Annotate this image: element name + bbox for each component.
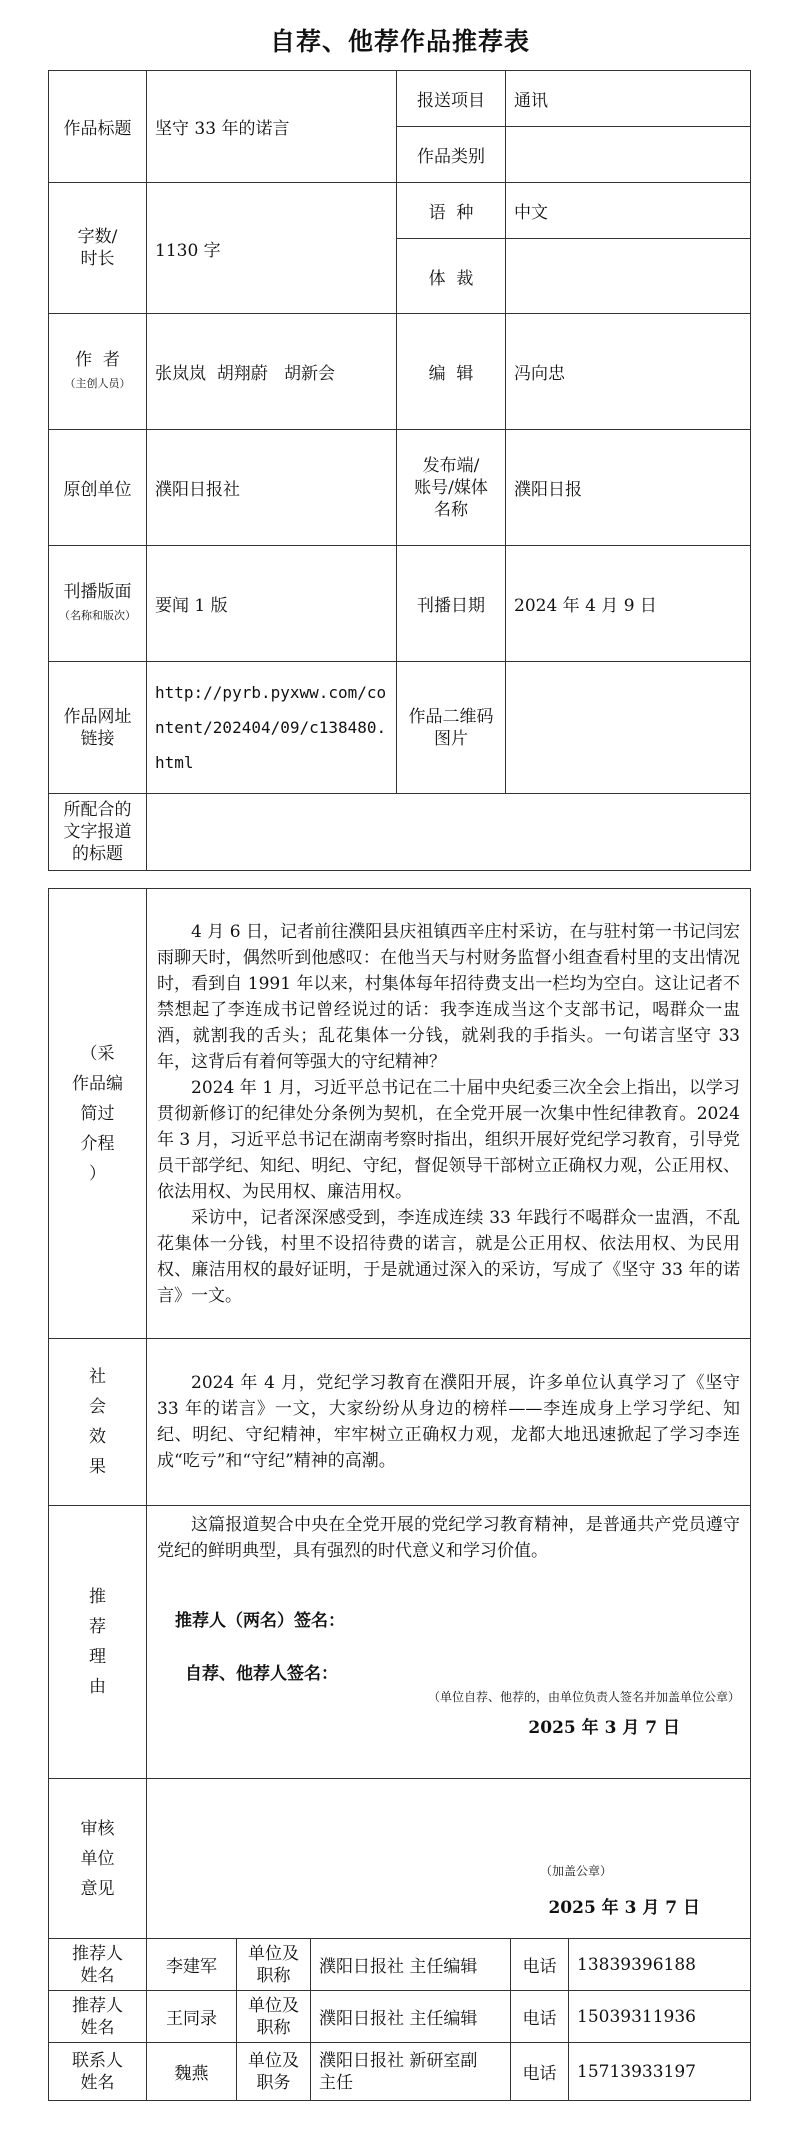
stamp-note: （加盖公章） [540,1864,613,1878]
work-category-label: 作品类别 [397,127,506,183]
contact-unit: 濮阳日报社 新研室副 主任 [311,2043,511,2101]
seal-note: （单位自荐、他荐的，由单位负责人签名并加盖单位公章） [427,1690,740,1704]
intro-paragraph-1: 4 月 6 日，记者前往濮阳县庆祖镇西辛庄村采访，在与驻村第一书记闫宏雨聊天时，偶然听到他感叹：在他当天与村财务监督小组查看村里的支出情况时，看到自 1991 年以来，村集体每年招待费支出一栏均为空白。这让记者不禁想起了李连成书记曾经说过的话：我李连成当这个支部书记，喝群众一盅酒，就割我的舌头；乱花集体一分钱，就剁我的手指头。一句诺言坚守 33 年，这背后有着何等强大的守纪精神？ [157,921,740,1072]
review-content [147,1779,751,1939]
contact-name: 魏燕 [147,2043,237,2101]
word-count-value: 1130 字 [147,183,397,314]
language-value: 中文 [506,183,751,239]
contact-phone: 15713933197 [569,2043,751,2101]
editor-label: 编 辑 [397,314,506,430]
phone-label: 电话 [511,2043,569,2101]
contact-phone: 13839396188 [569,1939,751,1991]
phone-label: 电话 [511,1939,569,1991]
page-label: 刊播版面 （名称和版次） [49,546,147,662]
url-label: 作品网址 链接 [49,662,147,794]
qr-label: 作品二维码 图片 [397,662,506,794]
author-label: 作 者 （主创人员） [49,314,147,430]
submit-item-label: 报送项目 [397,71,506,127]
intro-label: （采 作品编 简过 介程 ） [49,889,147,1339]
editor-value: 冯向忠 [506,314,751,430]
work-category-value [506,127,751,183]
contact-name: 王同录 [147,1991,237,2043]
contact-person-label: 联系人 姓名 [49,2043,147,2101]
reason-date: 2025 年 3 月 7 日 [528,1718,680,1738]
contact-phone: 15039311936 [569,1991,751,2043]
work-title-value: 坚守 33 年的诺言 [147,71,397,183]
contact-name: 李建军 [147,1939,237,1991]
phone-label: 电话 [511,1991,569,2043]
unit-title-label: 单位及 职称 [237,1991,311,2043]
recommender-label: 推荐人 姓名 [49,1939,147,1991]
intro-paragraph-3: 采访中，记者深深感受到，李连成连续 33 年践行不喝群众一盅酒，不乱花集体一分钱，村里不设招待费的诺言，就是公正用权、依法用权、为民用权、廉洁用权的最好证明，于是就通过深入的采访，写成了《坚守 33 年的诺言》一文。 [157,1207,740,1306]
unit-label: 原创单位 [49,430,147,546]
unit-title-label: 单位及 职称 [237,1939,311,1991]
review-label: 审核 单位 意见 [49,1779,147,1939]
review-date: 2025 年 3 月 7 日 [548,1898,701,1918]
qr-value [506,662,751,794]
contact-unit: 濮阳日报社 主任编辑 [311,1939,511,1991]
page-title: 自荐、他荐作品推荐表 [269,27,530,56]
page-value: 要闻 1 版 [147,546,397,662]
work-title-label: 作品标题 [49,71,147,183]
recommender-label: 推荐人 姓名 [49,1991,147,2043]
info-table [48,70,751,871]
genre-label: 体 裁 [397,239,506,314]
review-table [48,1778,751,2101]
genre-value [506,239,751,314]
language-label: 语 种 [397,183,506,239]
related-value [147,794,751,871]
contact-unit: 濮阳日报社 主任编辑 [311,1991,511,2043]
word-count-label: 字数/ 时长 [49,183,147,314]
description-table [48,888,751,1779]
date-label: 刊播日期 [397,546,506,662]
url-value: http://pyrb.pyxww.com/co ntent/202404/09/c138480. html [147,662,397,794]
authors-value: 张岚岚 胡翔蔚 胡新会 [147,314,397,430]
date-value: 2024 年 4 月 9 日 [506,546,751,662]
intro-content [147,889,751,1339]
reason-paragraph: 这篇报道契合中央在全党开展的党纪学习教育精神，是普通共产党员遵守党纪的鲜明典型，具有强烈的时代意义和学习价值。 [157,1515,740,1561]
publisher-label: 发布端/ 账号/媒体 名称 [397,430,506,546]
unit-value: 濮阳日报社 [147,430,397,546]
contact-row [49,1939,751,1991]
effect-label: 社 会 效 果 [49,1339,147,1506]
submit-item-value: 通讯 [506,71,751,127]
reason-content [147,1506,751,1779]
contact-row [49,2043,751,2101]
publisher-value: 濮阳日报 [506,430,751,546]
signer-self: 自荐、他荐人签名： [185,1664,338,1684]
contact-row [49,1991,751,2043]
signer-two: 推荐人（两名）签名： [175,1611,345,1631]
unit-duty-label: 单位及 职务 [237,2043,311,2101]
reason-label: 推 荐 理 由 [49,1506,147,1779]
effect-content [147,1339,751,1506]
related-label: 所配合的 文字报道 的标题 [49,794,147,871]
intro-paragraph-2: 2024 年 1 月，习近平总书记在二十届中央纪委三次全会上指出，以学习贯彻新修订的纪律处分条例为契机，在全党开展一次集中性纪律教育。2024 年 3 月，习近平总书记在湖南考察时指出，组织开展好党纪学习教育，引导党员干部学纪、知纪、明纪、守纪，督促领导干部树立正确权力观，公正用权、依法用权、为民用权、廉洁用权。 [157,1077,740,1202]
effect-paragraph: 2024 年 4 月，党纪学习教育在濮阳开展，许多单位认真学习了《坚守 33 年的诺言》一文，大家纷纷从身边的榜样——李连成身上学习学纪、知纪、明纪、守纪精神，牢牢树立正确权力观，龙都大地迅速掀起了学习李连成“吃亏”和“守纪”精神的高潮。 [157,1373,740,1471]
